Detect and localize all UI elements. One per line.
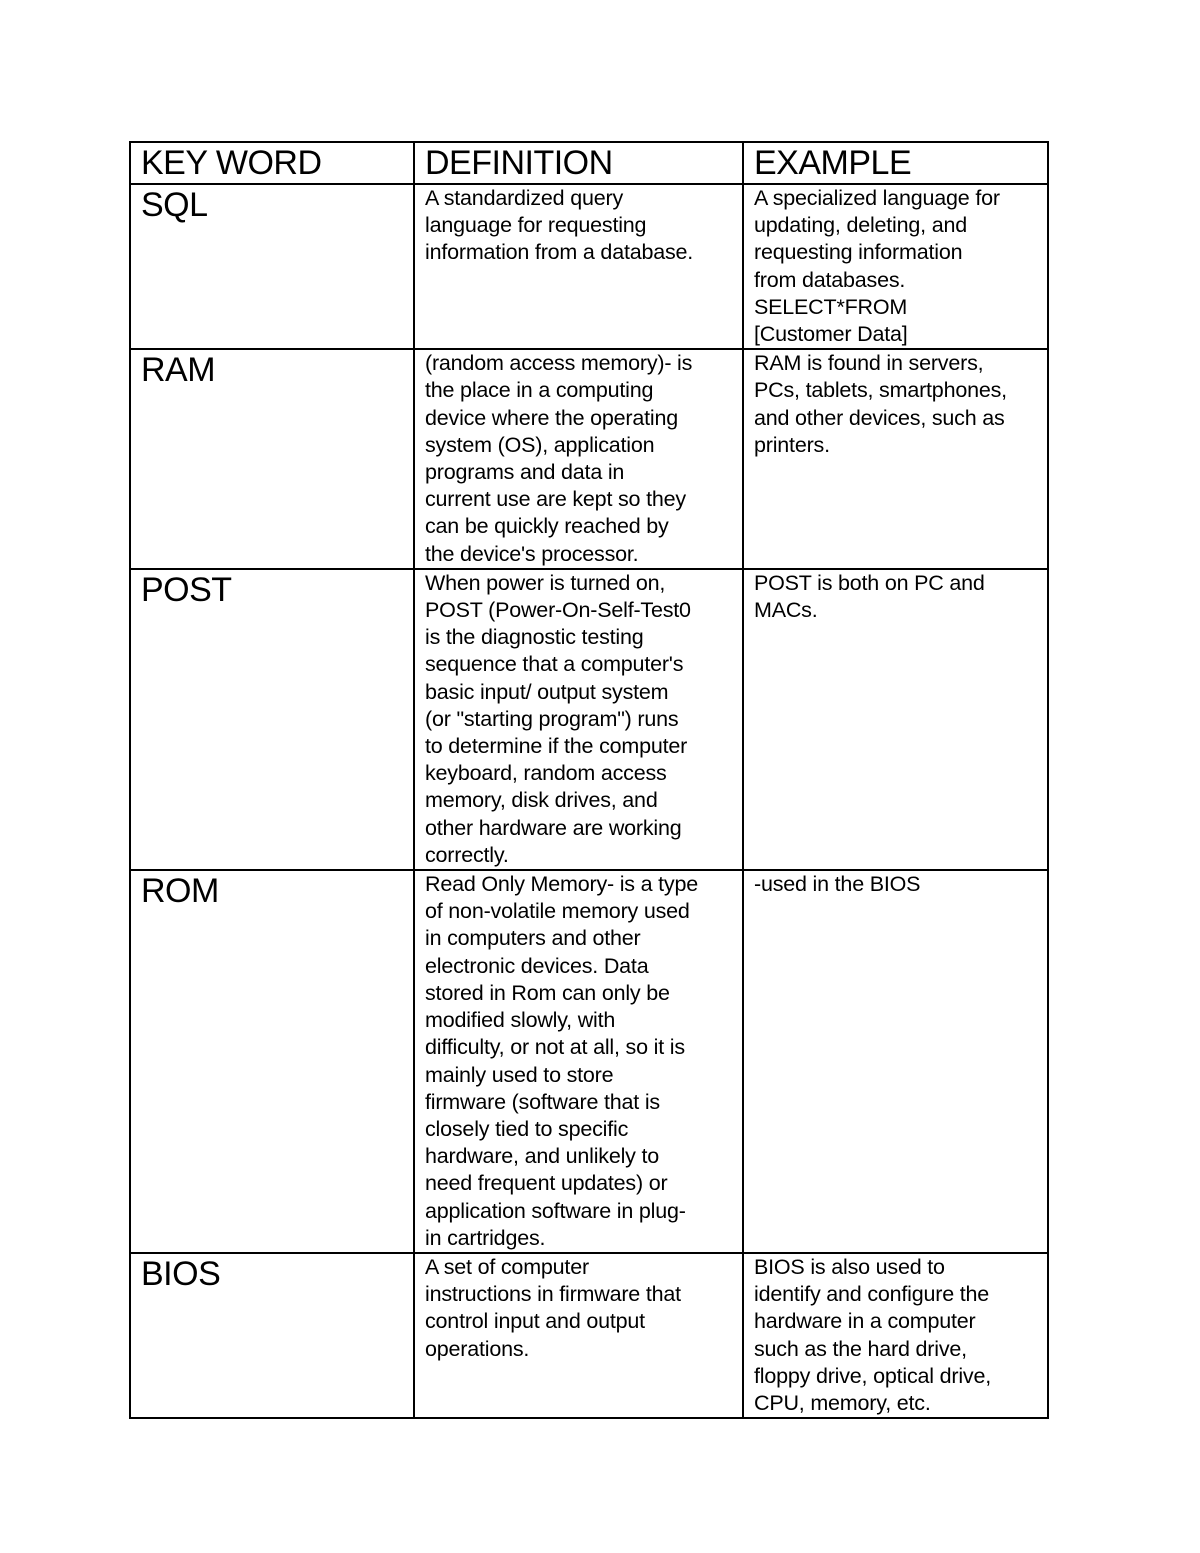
cell-line: sequence that a computer's [425, 652, 684, 677]
cell-line: requesting information [754, 240, 963, 265]
cell-line: A set of computer [425, 1254, 589, 1279]
cell-line: keyboard, random access [425, 761, 667, 786]
cell-line: operations. [425, 1336, 530, 1361]
cell-line: -used in the BIOS [754, 872, 921, 897]
cell-line: can be quickly reached by [425, 514, 669, 539]
cell-line: stored in Rom can only be [425, 980, 670, 1005]
cell-line: of non-volatile memory used [425, 899, 690, 924]
table-row [130, 184, 1048, 349]
cell-line: need frequent updates) or [425, 1171, 668, 1196]
cell-line: in cartridges. [425, 1225, 546, 1250]
cell-line: MACs. [754, 598, 818, 623]
cell-line: current use are kept so they [425, 487, 686, 512]
cell-line: other hardware are working [425, 815, 682, 840]
cell-line: SELECT*FROM [754, 294, 908, 319]
cell-line: system (OS), application [425, 432, 655, 457]
cell-line: BIOS is also used to [754, 1254, 945, 1279]
table-row [130, 349, 1048, 569]
cell-line: is the diagnostic testing [425, 625, 644, 650]
definition-cell [414, 569, 743, 870]
cell-line: correctly. [425, 842, 509, 867]
cell-line: programs and data in [425, 460, 625, 485]
cell-line: language for requesting [425, 213, 647, 238]
cell-line: instructions in firmware that [425, 1282, 681, 1307]
header-keyword: KEY WORD [130, 142, 414, 184]
cell-line: memory, disk drives, and [425, 788, 658, 813]
cell-line: A specialized language for [754, 186, 1000, 210]
header-definition: DEFINITION [414, 142, 743, 184]
cell-line: the device's processor. [425, 541, 639, 566]
example-cell [743, 184, 1048, 349]
cell-line: information from a database. [425, 240, 694, 265]
definition-cell [414, 1253, 743, 1418]
cell-line: such as the hard drive, [754, 1336, 967, 1361]
definition-cell [414, 349, 743, 569]
example-cell [743, 870, 1048, 1253]
keyword-cell: RAM [130, 349, 414, 569]
cell-line: identify and configure the [754, 1282, 990, 1307]
cell-line: (random access memory)- is [425, 351, 693, 376]
cell-line: When power is turned on, [425, 570, 666, 595]
cell-line: RAM is found in servers, [754, 351, 984, 376]
cell-line: the place in a computing [425, 378, 654, 403]
cell-line: floppy drive, optical drive, [754, 1363, 991, 1388]
cell-line: CPU, memory, etc. [754, 1390, 931, 1415]
keyword-cell: BIOS [130, 1253, 414, 1418]
cell-line: Read Only Memory- is a type [425, 872, 698, 897]
cell-line: difficulty, or not at all, so it is [425, 1035, 685, 1060]
definition-cell [414, 870, 743, 1253]
cell-line: from databases. [754, 267, 906, 292]
cell-line: hardware, and unlikely to [425, 1144, 660, 1169]
header-example: EXAMPLE [743, 142, 1048, 184]
table-row [130, 569, 1048, 870]
cell-line: POST is both on PC and [754, 570, 985, 595]
cell-line: closely tied to specific [425, 1116, 629, 1141]
example-cell [743, 1253, 1048, 1418]
cell-line: application software in plug- [425, 1198, 686, 1223]
cell-line: A standardized query [425, 186, 623, 210]
cell-line: printers. [754, 432, 830, 457]
table-row [130, 870, 1048, 1253]
cell-line: basic input/ output system [425, 679, 669, 704]
keyword-cell: POST [130, 569, 414, 870]
cell-line: hardware in a computer [754, 1309, 976, 1334]
cell-line: firmware (software that is [425, 1089, 660, 1114]
keyword-cell: ROM [130, 870, 414, 1253]
cell-line: [Customer Data] [754, 322, 908, 347]
cell-line: modified slowly, with [425, 1008, 616, 1033]
glossary-table [129, 141, 1049, 1419]
example-cell [743, 349, 1048, 569]
cell-line: electronic devices. Data [425, 953, 649, 978]
keyword-cell: SQL [130, 184, 414, 349]
cell-line: and other devices, such as [754, 405, 1005, 430]
cell-line: control input and output [425, 1309, 645, 1334]
cell-line: (or "starting program") runs [425, 706, 679, 731]
cell-line: device where the operating [425, 405, 678, 430]
cell-line: to determine if the computer [425, 734, 688, 759]
table-header-row [130, 142, 1048, 184]
cell-line: PCs, tablets, smartphones, [754, 378, 1007, 403]
example-cell [743, 569, 1048, 870]
cell-line: updating, deleting, and [754, 213, 967, 238]
table-row [130, 1253, 1048, 1418]
definition-cell [414, 184, 743, 349]
cell-line: mainly used to store [425, 1062, 614, 1087]
cell-line: in computers and other [425, 926, 641, 951]
cell-line: POST (Power-On-Self-Test0 [425, 598, 691, 623]
